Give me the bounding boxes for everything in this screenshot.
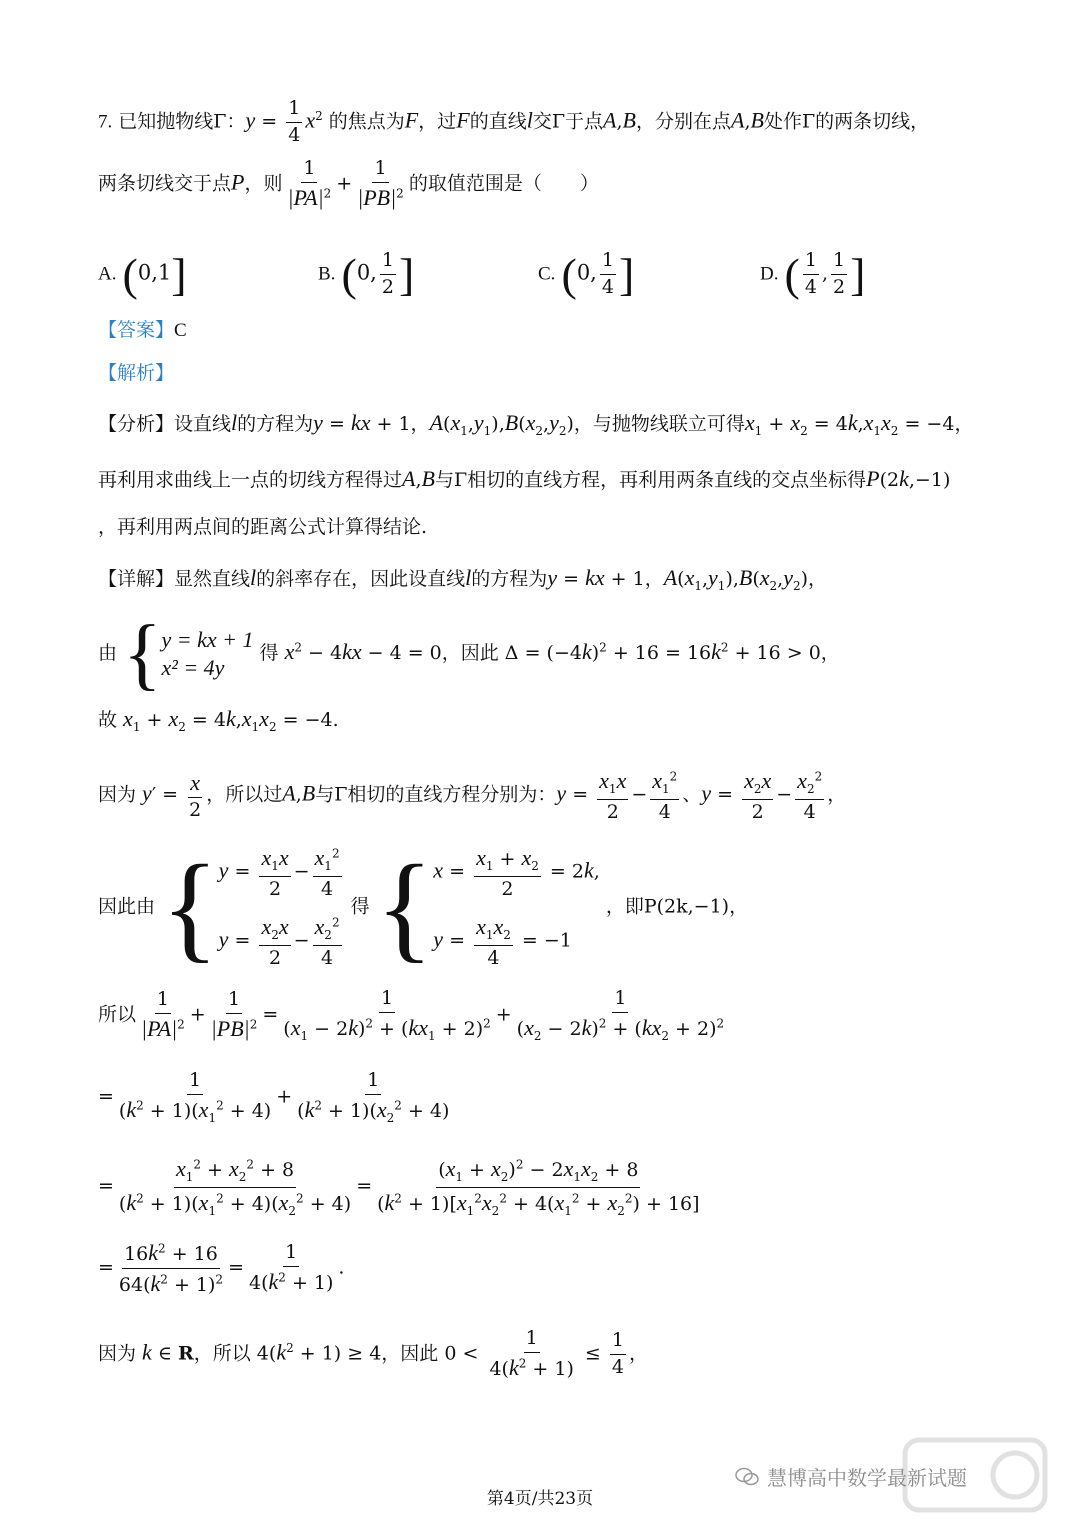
choice-d: D. ( $\frac{1}{4}$ , $\frac{1}{2}$ ] [760,249,866,300]
detail-line-6: 所以 $\frac{1}{|PA|^2}$ + $\frac{1}{|PB|^2}$ = $\frac{1}{(x_1 - 2k)^2 + (kx_1 + 2)^2}$ + $\frac{1}{(x_2 - 2k)^2 + (kx_2 + 2)^2}$ [98,987,725,1043]
fenxi-line-2: 再利用求曲线上一点的切线方程得过A,B与Γ相切的直线方程，再利用两条直线的交点坐标得P(2k,−1) [98,466,951,491]
page-footer: 第4页/共23页 [486,1489,594,1509]
choice-a: A. (0,1] [98,249,187,300]
detail-line-4: 因为 y′ = $\frac{x}{2}$ ，所以过A,B与Γ相切的直线方程分别为：y = $\frac{x_1x}{2}$ − $\frac{x_1^2}{4}$ 、y = $\frac{x_2x}{2}$ − $\frac{x_2^2}{4}$ ， [98,768,847,823]
question-line-1: 7. 已知抛物线Γ：y = $\frac{1}{4}$ $x^2$ 的焦点为F，过F的直线l交Γ于点A,B，分别在点A,B处作Γ的两条切线， [98,97,930,146]
analysis-tag: 【解析】 [98,362,175,384]
watermark-text: 慧博高中数学最新试题 [767,1466,967,1490]
choice-b: B. (0, $\frac{1}{2}$ ] [318,249,415,300]
detail-line-10: 因为 k ∈ R，所以 $4(k^2 + 1) \ge 4$，因此 0 < $\frac{1}{4(k^2 + 1)}$ ≤ $\frac{1}{4}$ ， [98,1327,648,1380]
answer-value: C [174,320,187,341]
detail-line-8: = $\frac{x_1^2 + x_2^2 + 8}{(k^2 + 1)(x_1^2 + 4)(x_2^2 + 4)}$ = $\frac{(x_1 + x_2)^2 - 2x_1x_2 + 8}{(k^2 + 1)[x_1^2x_2^2 + 4(x_1^2 + x_2^2) + 16]}$ [98,1156,700,1218]
detail-line-5: 因此由 { y = $\frac{x_1x}{2}$ − $\frac{x_1^2}{4}$ y = $\frac{x_2x}{2}$ − $\frac{x_2^2}{4}$ 得 { x = $\frac{x_1 + x_2}{2}$ = 2k, y = $\frac{x_1x_2}{4}$ = −1 ，即P(2k,−1)， [98,840,749,974]
answer-line [98,321,187,340]
fenxi-line-3: ，再利用两点间的距离公式计算得结论. [98,516,428,538]
detail-line-2: 由 { y = kx + 1 x² = 4y 得 $x^2 - 4kx - 4 = 0$，因此 $\Delta = (-4k)^2 + 16 = 16k^2 + 16 > 0$， [98,610,840,698]
detail-line-1: 【详解】显然直线l的斜率存在，因此设直线l的方程为y = kx + 1，$A(x_1,y_1),B(x_2,y_2)$， [98,565,828,593]
answer-tag: 【答案】 [98,319,175,341]
detail-line-9: = $\frac{16k^2 + 16}{64(k^2 + 1)^2}$ = $\frac{1}{4(k^2 + 1)}$ . [98,1240,345,1296]
detail-line-3: 故 $x_1 + x_2 = 4k,x_1x_2 = -4$. [98,706,339,734]
fenxi-line-1: 【分析】设直线l的方程为y = kx + 1，$A(x_1,y_1),B(x_2,y_2)$，与抛物线联立可得$x_1 + x_2 = 4k,x_1x_2 = -4$， [98,410,974,438]
detail-line-7: = $\frac{1}{(k^2 + 1)(x_1^2 + 4)}$ + $\frac{1}{(k^2 + 1)(x_2^2 + 4)}$ [98,1069,450,1125]
question-line-2: 两条切线交于点P，则 $\frac{1}{|PA|^2}$ + $\frac{1}{|PB|^2}$ 的取值范围是（ ） [98,157,599,210]
choice-c: C. (0, $\frac{1}{4}$ ] [538,249,635,300]
